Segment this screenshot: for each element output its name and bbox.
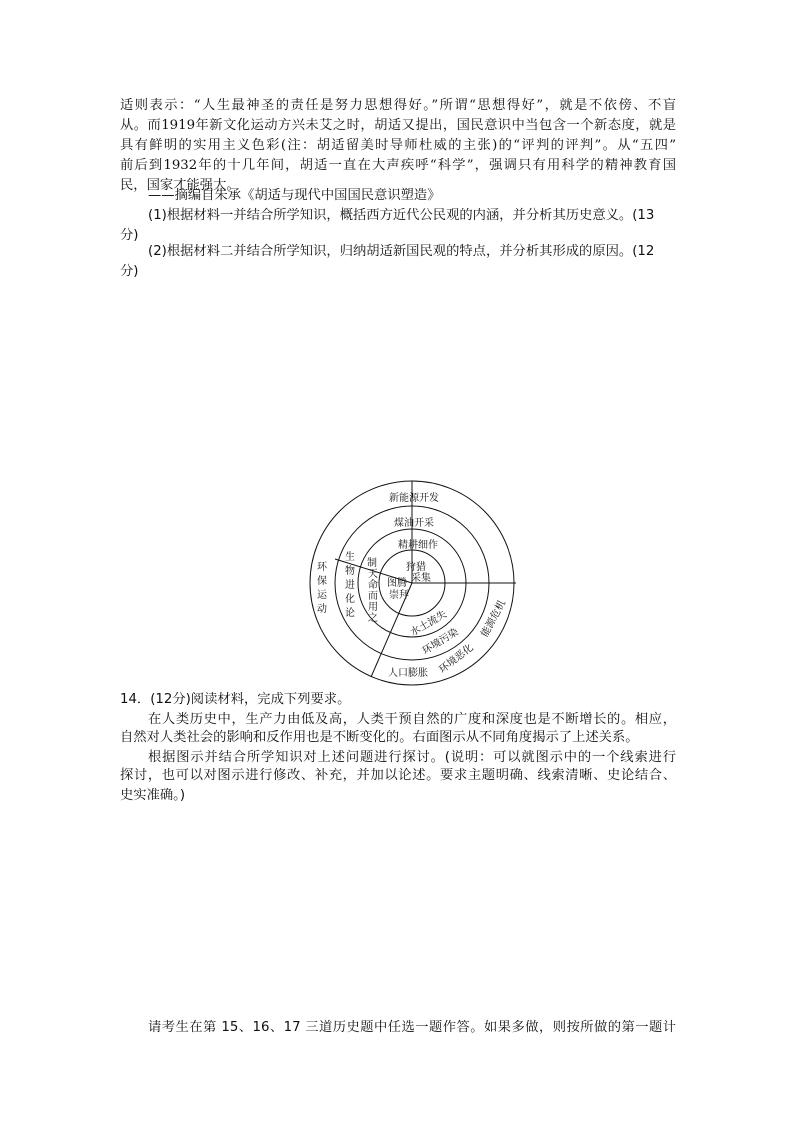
question14-header: 14．(12分)阅读材料，完成下列要求。 — [120, 692, 351, 707]
label-population: 人口膨胀 — [388, 668, 428, 679]
label-eco-2: 保 — [317, 576, 327, 587]
label-energy-crisis: 能源危机 — [479, 598, 509, 640]
label-hunting: 狩猎 — [406, 562, 426, 573]
label-gathering: 采集 — [411, 573, 431, 584]
question13-part1-line2: 分) — [120, 228, 139, 243]
label-tianming-2: 天 — [368, 569, 378, 580]
question14-material-line1: 在人类历史中，生产力由低及高，人类干预自然的广度和深度也是不断增长的。相应， — [148, 712, 676, 727]
question14-material-line2: 自然对人类社会的影响和反作用也是不断变化的。右面图示从不同角度揭示了上述关系。 — [120, 730, 639, 745]
label-soil-erosion: 水土流失 — [408, 609, 449, 639]
question13-part2-line2: 分) — [120, 264, 139, 279]
material2-line-1: 适则表示：“人生最神圣的责任是努力思想得好。”所谓“思想得好”，就是不依傍、不盲 — [120, 98, 676, 113]
material2-line-3: 具有鲜明的实用主义色彩(注：胡适留美时导师杜威的主张)的“评判的评判”。从“五四” — [120, 138, 676, 153]
question13-part1-line1: (1)根据材料一并结合所学知识，概括西方近代公民观的内涵，并分析其历史意义。(13 — [148, 208, 655, 223]
material2-line-2: 从。而1919年新文化运动方兴未艾之时，胡适又提出，国民意识中当包含一个新态度，就是 — [120, 118, 676, 133]
label-tianming-1: 制 — [367, 558, 377, 569]
label-intensive-farming: 精耕细作 — [398, 540, 438, 551]
label-coal-oil: 煤油开采 — [394, 518, 434, 529]
question14-task-line3: 史实准确。) — [120, 788, 186, 803]
label-evolution-2: 物 — [345, 566, 355, 577]
elective-instruction: 请考生在第 15、16、17 三道历史题中任选一题作答。如果多做，则按所做的第一题计 — [148, 1020, 676, 1035]
label-eco-4: 动 — [317, 604, 327, 615]
material2-line-4: 前后到1932年的十几年间，胡适一直在大声疾呼“科学”，强调只有用科学的精神教育国 — [120, 158, 676, 173]
label-pollution: 环境污染 — [420, 626, 461, 658]
label-evolution-5: 论 — [345, 608, 355, 619]
question14-task-line2: 探讨，也可以对图示进行修改、补充，并加以论述。要求主题明确、线索清晰、史论结合、 — [120, 768, 676, 783]
label-tianming-6: 之 — [368, 613, 378, 624]
label-evolution-3: 进 — [345, 580, 355, 591]
label-tianming-4: 而 — [368, 591, 378, 602]
label-new-energy: 新能源开发 — [389, 493, 439, 504]
concentric-circle-diagram — [308, 478, 524, 686]
label-totem: 图腾 — [387, 578, 407, 589]
question13-part2-line1: (2)根据材料二并结合所学知识，归纳胡适新国民观的特点，并分析其形成的原因。(12 — [148, 244, 655, 259]
label-eco-3: 运 — [317, 590, 327, 601]
material2-source: ——摘编自朱承《胡适与现代中国国民意识塑造》 — [148, 188, 441, 203]
question14-task-line1: 根据图示并结合所学知识对上述问题进行探讨。(说明：可以就图示中的一个线索进行 — [148, 750, 676, 765]
label-tianming-5: 用 — [368, 602, 378, 613]
label-evolution-4: 化 — [345, 594, 355, 605]
label-worship: 崇拜 — [389, 590, 409, 601]
label-evolution-1: 生 — [345, 552, 355, 563]
material2-line-5: 民，国家才能强大。 — [120, 178, 240, 193]
label-tianming-3: 命 — [368, 580, 378, 591]
label-eco-1: 环 — [317, 562, 327, 573]
label-environment-worse: 环境恶化 — [437, 642, 476, 676]
